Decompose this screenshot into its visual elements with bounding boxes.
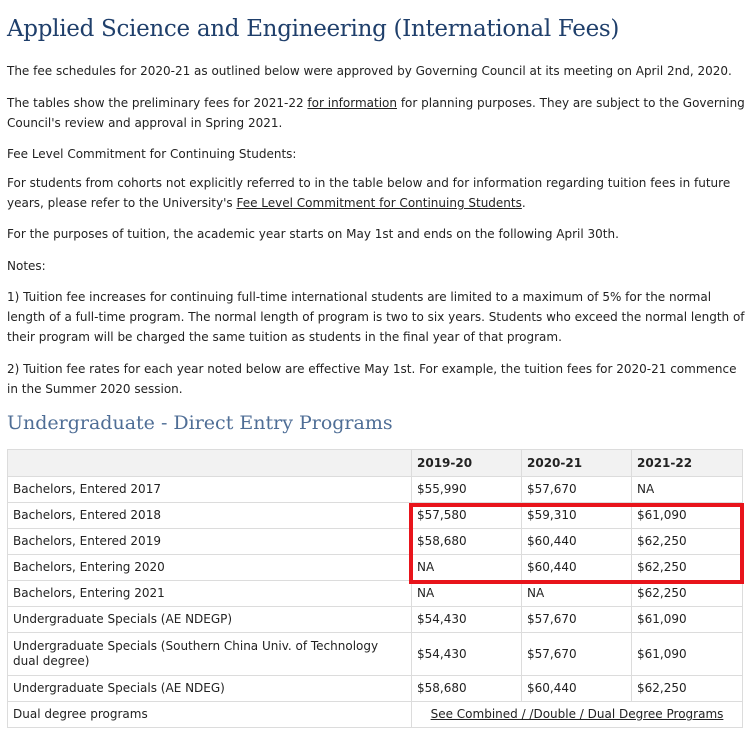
fee-cell: $60,440 — [522, 676, 632, 702]
section-title: Undergraduate - Direct Entry Programs — [7, 412, 393, 434]
fee-cell: $61,090 — [632, 633, 743, 676]
fee-cell: $57,580 — [412, 503, 522, 529]
cohorts-text-end: . — [521, 196, 526, 210]
fee-cell: NA — [412, 555, 522, 581]
program-cell: Bachelors, Entered 2019 — [8, 529, 412, 555]
table-row — [8, 702, 743, 728]
fee-cell: $57,670 — [522, 477, 632, 503]
fee-commitment-heading: Fee Level Commitment for Continuing Students: — [7, 147, 297, 161]
note-2-paragraph: 2) Tuition fee rates for each year noted below are effective May 1st. For example, the tuition fees for 2020-21 commence in the Summer 2020 session. — [7, 362, 737, 396]
table-row — [8, 477, 743, 503]
table-header-row — [8, 450, 743, 477]
fee-cell: $62,250 — [632, 581, 743, 607]
preliminary-fees-paragraph — [7, 93, 745, 133]
program-cell: Bachelors, Entering 2020 — [8, 555, 412, 581]
page-title: Applied Science and Engineering (International Fees) — [7, 16, 620, 42]
fee-cell: $62,250 — [632, 529, 743, 555]
program-cell: Undergraduate Specials (AE NDEG) — [8, 676, 412, 702]
fee-cell: $60,440 — [522, 529, 632, 555]
table-row — [8, 555, 743, 581]
header-program — [8, 450, 412, 477]
fee-cell: $61,090 — [632, 503, 743, 529]
academic-year-paragraph: For the purposes of tuition, the academic year starts on May 1st and ends on the following April 30th. — [7, 227, 619, 241]
table-row — [8, 503, 743, 529]
cohorts-text-start: For students from cohorts not explicitly referred to in the table below and for information regarding tuition fees in future years, please refer to the University's — [7, 176, 731, 210]
for-information-link[interactable]: for information — [307, 96, 397, 110]
fee-cell: $55,990 — [412, 477, 522, 503]
table-row — [8, 633, 743, 676]
fee-cell: $59,310 — [522, 503, 632, 529]
fee-cell: NA — [412, 581, 522, 607]
approval-paragraph: The fee schedules for 2020-21 as outlined below were approved by Governing Council at its meeting on April 2nd, 2020. — [7, 64, 732, 78]
table-row — [8, 676, 743, 702]
fee-cell: $61,090 — [632, 607, 743, 633]
combined-programs-cell — [412, 702, 743, 728]
fee-cell: $62,250 — [632, 676, 743, 702]
preliminary-text-start: The tables show the preliminary fees for 2021-22 — [7, 96, 308, 110]
header-2020-21: 2020-21 — [522, 450, 632, 477]
fee-cell: $54,430 — [412, 607, 522, 633]
fee-level-commitment-link[interactable]: Fee Level Commitment for Continuing Students — [236, 196, 522, 210]
table-row — [8, 607, 743, 633]
program-cell: Undergraduate Specials (Southern China Univ. of Technology dual degree) — [8, 633, 412, 676]
cohorts-paragraph — [7, 173, 745, 213]
fee-cell: $58,680 — [412, 676, 522, 702]
program-cell: Bachelors, Entering 2021 — [8, 581, 412, 607]
fee-cell: $54,430 — [412, 633, 522, 676]
preliminary-text-end: for planning purposes. They are subject to the Governing Council's review and approval in Spring 2021. — [7, 96, 745, 130]
fee-cell: $57,670 — [522, 607, 632, 633]
header-2021-22: 2021-22 — [632, 450, 743, 477]
fees-table — [7, 449, 743, 728]
fee-cell: $57,670 — [522, 633, 632, 676]
table-row — [8, 581, 743, 607]
program-cell: Bachelors, Entered 2017 — [8, 477, 412, 503]
program-cell: Undergraduate Specials (AE NDEGP) — [8, 607, 412, 633]
fee-cell: $60,440 — [522, 555, 632, 581]
fee-cell: $58,680 — [412, 529, 522, 555]
fee-cell: NA — [632, 477, 743, 503]
fee-cell: NA — [522, 581, 632, 607]
program-cell: Bachelors, Entered 2018 — [8, 503, 412, 529]
notes-heading: Notes: — [7, 259, 46, 273]
header-2019-20: 2019-20 — [412, 450, 522, 477]
note-1-paragraph: 1) Tuition fee increases for continuing full-time international students are limited to a maximum of 5% for the normal length of a full-time program. The normal length of program is two to six years. Students who exceed the normal length of their program will be charged the same tuition as students in the final year of that program. — [7, 290, 745, 344]
fee-cell: $62,250 — [632, 555, 743, 581]
table-row — [8, 529, 743, 555]
program-cell: Dual degree programs — [8, 702, 412, 728]
combined-degree-programs-link[interactable]: See Combined / /Double / Dual Degree Programs — [430, 707, 724, 721]
